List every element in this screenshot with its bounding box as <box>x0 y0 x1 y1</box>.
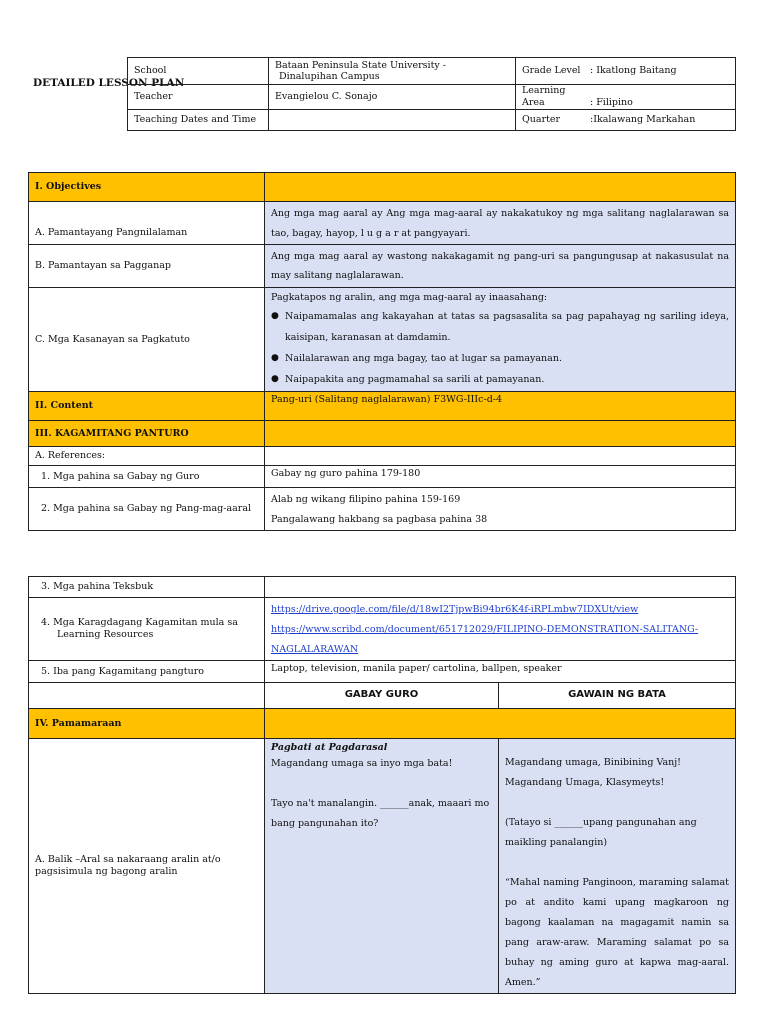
school-label: School <box>128 58 269 85</box>
objectives-heading: I. Objectives <box>29 173 265 202</box>
learning-area-cell <box>516 85 736 110</box>
learning-area-label: Learning Area <box>522 85 566 108</box>
pamamaraan-heading-blank <box>265 709 736 739</box>
drive-link[interactable]: https://drive.google.com/file/d/18wI2TjpwBi94br6K4f-iRPLmbw7IDXUt/view <box>271 604 639 615</box>
content-text: Pang-uri (Salitang naglalarawan) F3WG-IIIc-d-4 <box>265 392 736 421</box>
pamantayang-text: Ang mga mag aaral ay Ang mga mag-aaral ay nakakatukoy ng mga salitang naglalarawan sa tao, bagay, hayop, l u g a r at pangyayari. <box>265 202 736 245</box>
scribd-link-line2: NAGLALARAWAN <box>271 644 359 655</box>
balik-aral-label: A. Balik –Aral sa nakaraang aralin at/o pagsisimula ng bagong aralin <box>29 739 265 994</box>
objectives-heading-blank <box>265 173 736 202</box>
iba-pang-value: Laptop, television, manila paper/ cartolina, ballpen, speaker <box>265 661 736 683</box>
guro-prayer-request: Tayo na't manalangin. ______anak, maaari mo bang pangunahan ito? <box>271 798 490 829</box>
scribd-link[interactable] <box>271 620 729 660</box>
kagamitan-heading-blank <box>265 421 736 447</box>
karagdagang-label-line2: Learning Resources <box>57 629 154 640</box>
teacher-label: Teacher <box>128 85 269 110</box>
content-heading: II. Content <box>29 392 265 421</box>
gabay-guro-value: Gabay ng guro pahina 179-180 <box>265 466 736 488</box>
quarter-cell <box>516 109 736 130</box>
col-gawain-bata: GAWAIN NG BATA <box>499 683 736 709</box>
quarter-value: :Ikalawang Markahan <box>590 113 696 125</box>
pagganap-text: Ang mga mag aaral ay wastong nakakagamit ng pang-uri sa pangungusap at nakasusulat na may salitang naglalarawan. <box>265 245 736 288</box>
bata-greeting-2: Magandang Umaga, Klasymeyts! <box>505 777 665 788</box>
gabay-magaaral-value2: Pangalawang hakbang sa pagbasa pahina 38 <box>271 514 488 525</box>
gabay-guro-content <box>265 739 499 994</box>
page-title: DETAILED LESSON PLAN <box>33 77 185 89</box>
teksbuk-label: 3. Mga pahina Teksbuk <box>29 577 265 598</box>
karagdagang-label <box>29 598 265 661</box>
pamamaraan-heading: IV. Pamamaraan <box>29 709 265 739</box>
grade-level-label: Grade Level <box>522 65 581 77</box>
teacher-value: Evangielou C. Sonajo <box>269 85 516 110</box>
quarter-label: Quarter <box>522 113 561 125</box>
pagbati-title: Pagbati at Pagdarasal <box>271 742 388 753</box>
col-gabay-guro: GABAY GURO <box>265 683 499 709</box>
teksbuk-value <box>265 577 736 598</box>
kasanayan-content <box>265 288 736 392</box>
school-value-line2: Dinalupihan Campus <box>279 71 380 82</box>
guro-greeting: Magandang umaga sa inyo mga bata! <box>271 758 453 769</box>
pamantayang-label: A. Pamantayang Pangnilalaman <box>29 202 265 245</box>
karagdagang-links <box>265 598 736 661</box>
grade-level-cell <box>516 58 736 85</box>
bata-action: (Tatayo si ______upang pangunahan ang maikling panalangin) <box>505 817 697 848</box>
gawain-bata-content <box>499 739 736 994</box>
pagganap-label: B. Pamantayan sa Pagganap <box>29 245 265 288</box>
lesson-table-2 <box>28 576 736 994</box>
kasanayan-bullet: ● Nailalarawan ang mga bagay, tao at lugar sa pamayanan. <box>271 348 729 369</box>
colhead-blank <box>29 683 265 709</box>
references-label: A. References: <box>29 447 265 466</box>
gabay-magaaral-value1: Alab ng wikang filipino pahina 159-169 <box>271 494 461 505</box>
references-blank <box>265 447 736 466</box>
learning-area-value: : Filipino <box>590 96 633 108</box>
gabay-magaaral-label: 2. Mga pahina sa Gabay ng Pang-mag-aaral <box>29 488 265 531</box>
kasanayan-intro: Pagkatapos ng aralin, ang mga mag-aaral ay inaasahang: <box>271 292 548 303</box>
kasanayan-label: C. Mga Kasanayan sa Pagkatuto <box>29 288 265 392</box>
kasanayan-bullet: ● Naipamamalas ang kakayahan at tatas sa pagsasalita sa pag papahayag ng sariling ideya, kaisipan, karanasan at damdamin. <box>271 306 729 348</box>
dates-value <box>269 109 516 130</box>
bata-greeting-1: Magandang umaga, Binibining Vanj! <box>505 757 682 768</box>
grade-level-value: : Ikatlong Baitang <box>590 65 677 77</box>
iba-pang-label: 5. Iba pang Kagamitang pangturo <box>29 661 265 683</box>
karagdagang-label-line1: 4. Mga Karagdagang Kagamitan mula sa <box>41 617 238 629</box>
gabay-guro-label: 1. Mga pahina sa Gabay ng Guro <box>29 466 265 488</box>
bata-prayer: “Mahal naming Panginoon, maraming salamat po at andito kami upang magkaroon ng bagong kaalaman na magagamit namin sa pang araw-araw. Maraming salamat po sa buhay ng aming guro at kapwa mag-aaral. Amen.” <box>505 877 729 988</box>
gabay-magaaral-value <box>265 488 736 531</box>
school-value <box>269 58 516 85</box>
kagamitan-heading: III. KAGAMITANG PANTURO <box>29 421 265 447</box>
lesson-table-1 <box>28 172 736 531</box>
header-table <box>127 57 736 131</box>
kasanayan-bullet: ● Naipapakita ang pagmamahal sa sarili at pamayanan. <box>271 369 729 390</box>
scribd-link-line1: https://www.scribd.com/document/651712029/FILIPINO-DEMONSTRATION-SALITANG- <box>271 624 699 635</box>
dates-label: Teaching Dates and Time <box>128 109 269 130</box>
school-value-line1: Bataan Peninsula State University - <box>275 60 446 71</box>
